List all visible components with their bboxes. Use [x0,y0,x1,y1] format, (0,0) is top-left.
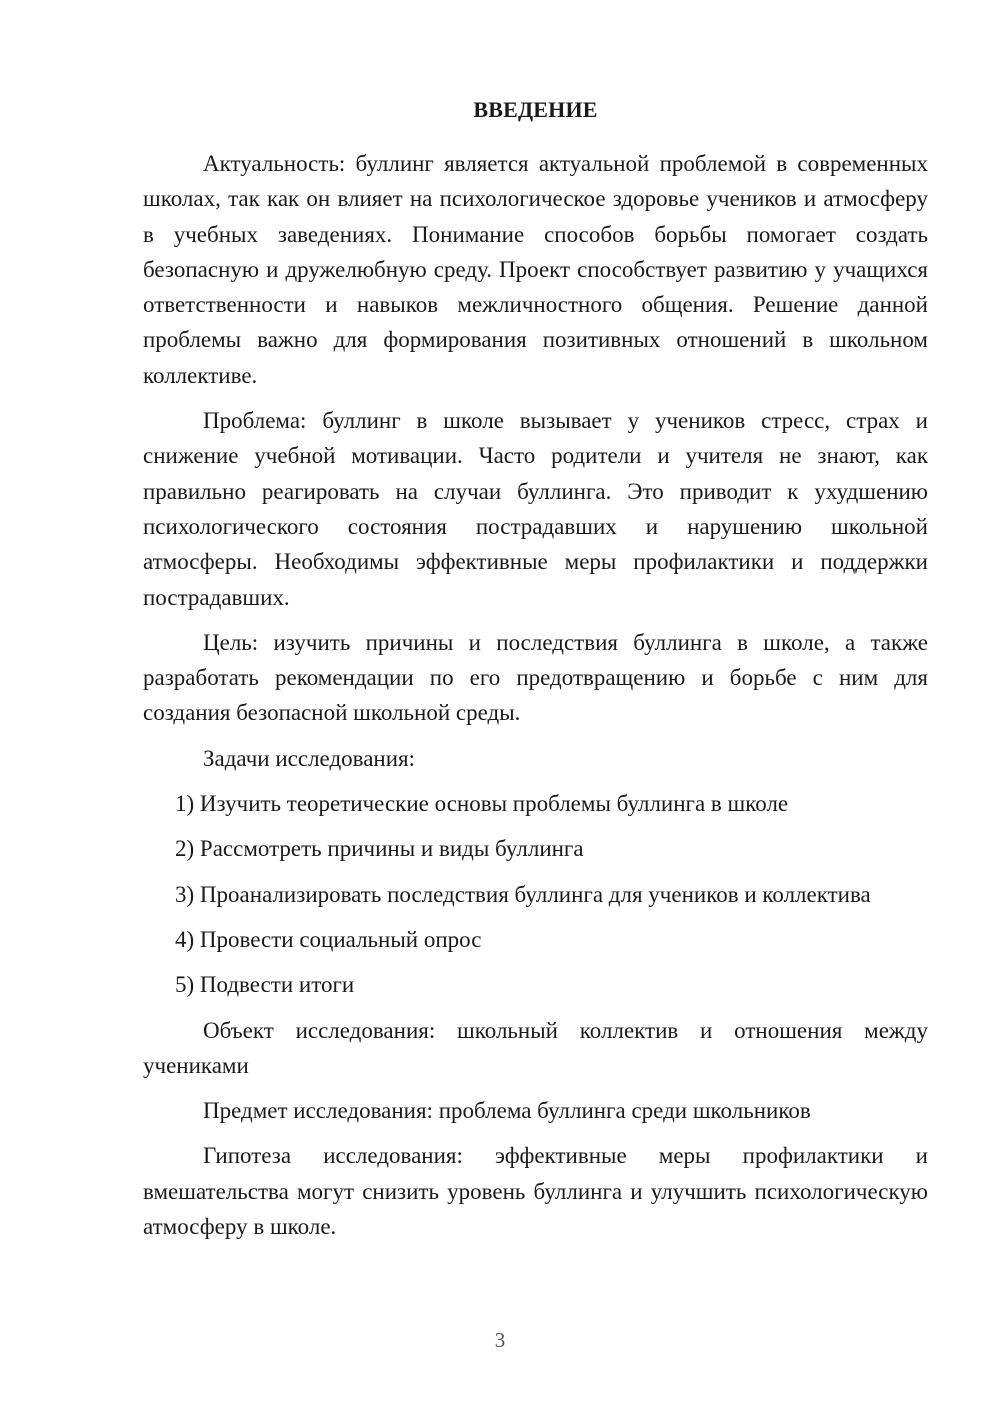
task-item-5: 5) Подвести итоги [175,972,355,998]
tasks-intro: Задачи исследования: [203,745,416,771]
task-item-4: 4) Провести социальный опрос [175,926,482,952]
goal-paragraph: Цель: изучить причины и последствия буллинга в школе, а также разработать рекомендации по его предотвращению и борьбе с ним для создания безопасной школьной среды. [143,629,928,726]
subject-paragraph: Предмет исследования: проблема буллинга среди школьников [203,1098,811,1124]
section-heading: ВВЕДЕНИЕ [473,97,598,122]
relevance-paragraph: Актуальность: буллинг является актуальной проблемой в современных школах, так как он влияет на психологическое здоровье учеников и атмосферу в учебных заведениях. Понимание способов борьбы помогает создать безопасную и дружелюбную среду. Проект способствует развитию у учащихся ответственности и навыков межличностного общения. Решение данной проблемы важно для формирования позитивных отношений в школьном коллективе. [143,151,928,388]
page-content [143,92,928,1254]
page-number: 3 [494,1328,506,1352]
hypothesis-paragraph: Гипотеза исследования: эффективные меры профилактики и вмешательства могут снизить уровень буллинга и улучшить психологическую атмосферу в школе. [143,1143,928,1240]
task-item-2: 2) Рассмотреть причины и виды буллинга [175,836,584,862]
task-item-3: 3) Проанализировать последствия буллинга для учеников и коллектива [175,881,871,907]
problem-paragraph: Проблема: буллинг в школе вызывает у учеников стресс, страх и снижение учебной мотивации. Часто родители и учителя не знают, как правильно реагировать на случаи буллинга. Это приводит к ухудшению психологического состояния пострадавших и нарушению школьной атмосферы. Необходимы эффективные меры профилактики и поддержки пострадавших. [143,408,928,610]
object-paragraph: Объект исследования: школьный коллектив и отношения между учениками [143,1017,928,1078]
task-item-1: 1) Изучить теоретические основы проблемы буллинга в школе [175,791,789,817]
